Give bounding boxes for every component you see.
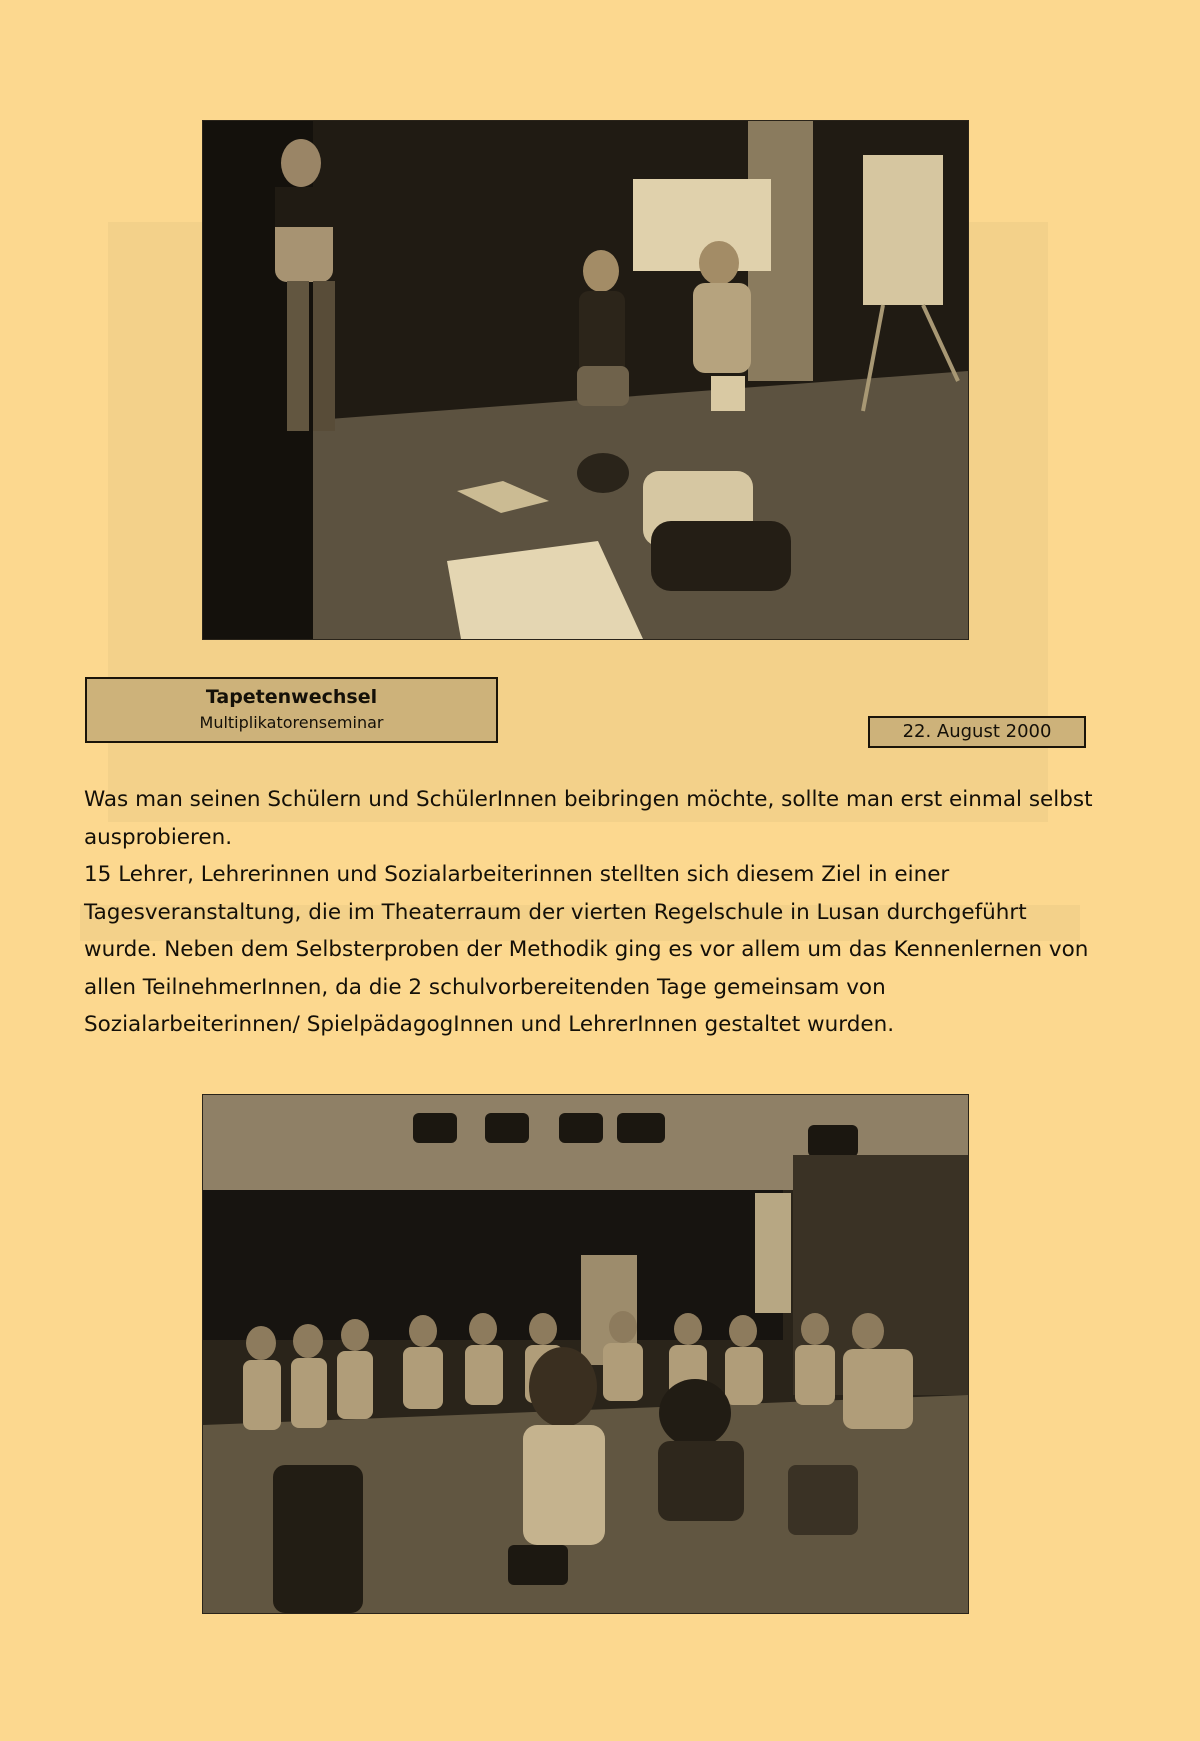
title-box: [85, 677, 498, 743]
article-body: [84, 781, 1094, 1044]
article-title: Tapetenwechsel: [205, 686, 378, 708]
photo-flipchart-work: [203, 121, 968, 639]
photo-seminar-circle: [203, 1095, 968, 1613]
article-subtitle: Multiplikatorenseminar: [199, 713, 384, 732]
body-paragraph-2: 15 Lehrer, Lehrerinnen und Sozialarbeiterinnen stellten sich diesem Ziel in einer Tagesveranstaltung, die im Theaterraum der vierten Regelschule in Lusan durchgeführt wurde. Neben dem Selbsterproben der Methodik ging es vor allem um das Kennenlernen von allen TeilnehmerInnen, da die 2 schulvorbereitenden Tage gemeinsam von Sozialarbeiterinnen/ SpielpädagogInnen und LehrerInnen gestaltet wurden.: [84, 862, 1089, 1037]
body-paragraph-1: Was man seinen Schülern und SchülerInnen beibringen möchte, sollte man erst einmal selbst ausprobieren.: [84, 787, 1093, 850]
date-badge: 22. August 2000: [868, 716, 1086, 748]
